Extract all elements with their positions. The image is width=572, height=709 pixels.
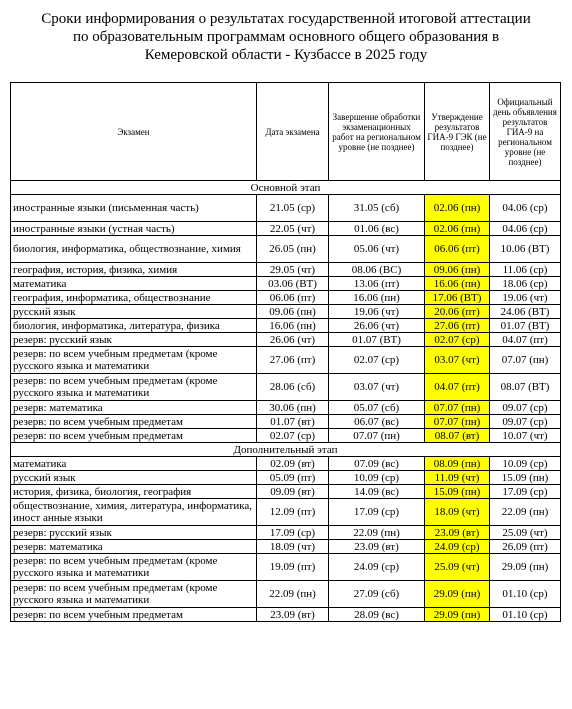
processing-cell: 14.09 (вс) <box>329 485 425 499</box>
date-cell: 29.05 (чт) <box>257 263 329 277</box>
approval-cell: 20.06 (пт) <box>425 305 490 319</box>
announce-cell: 22.09 (пн) <box>490 499 561 526</box>
table-row <box>11 554 561 581</box>
exam-cell: резерв: математика <box>11 401 257 415</box>
date-cell: 01.07 (вт) <box>257 415 329 429</box>
processing-cell: 08.06 (ВС) <box>329 263 425 277</box>
schedule-table <box>10 82 561 622</box>
processing-cell: 16.06 (пн) <box>329 291 425 305</box>
date-cell: 21.05 (ср) <box>257 195 329 222</box>
table-row <box>11 347 561 374</box>
approval-cell: 29.09 (пн) <box>425 581 490 608</box>
exam-cell: резерв: по всем учебным предметам <box>11 608 257 622</box>
table-row <box>11 222 561 236</box>
approval-cell: 24.09 (ср) <box>425 540 490 554</box>
date-cell: 23.09 (вт) <box>257 608 329 622</box>
announce-cell: 25.09 (чт) <box>490 526 561 540</box>
approval-cell: 08.07 (вт) <box>425 429 490 443</box>
exam-cell: математика <box>11 457 257 471</box>
title-line-3: Кемеровской области - Кузбассе в 2025 году <box>144 47 428 63</box>
exam-cell: история, физика, биология, география <box>11 485 257 499</box>
date-cell: 27.06 (пт) <box>257 347 329 374</box>
header-announce: Официальный день объявления результатов ГИА-9 на региональном уровне (не позднее) <box>490 83 561 181</box>
announce-cell: 29.09 (пн) <box>490 554 561 581</box>
processing-cell: 23.09 (вт) <box>329 540 425 554</box>
date-cell: 16.06 (пн) <box>257 319 329 333</box>
section-row <box>11 181 561 195</box>
processing-cell: 01.07 (ВТ) <box>329 333 425 347</box>
exam-cell: математика <box>11 277 257 291</box>
approval-cell: 07.07 (пн) <box>425 401 490 415</box>
table-row <box>11 471 561 485</box>
table-body <box>11 181 561 622</box>
exam-cell: обществознание, химия, литература, информатика, иност анные языки <box>11 499 257 526</box>
announce-cell: 09.07 (ср) <box>490 401 561 415</box>
header-exam: Экзамен <box>11 83 257 181</box>
approval-cell: 02.06 (пн) <box>425 222 490 236</box>
processing-cell: 31.05 (сб) <box>329 195 425 222</box>
table-row <box>11 236 561 263</box>
exam-cell: резерв: по всем учебным предметам (кроме русского языка и математики <box>11 374 257 401</box>
approval-cell: 03.07 (чт) <box>425 347 490 374</box>
approval-cell: 09.06 (пн) <box>425 263 490 277</box>
date-cell: 09.06 (пн) <box>257 305 329 319</box>
announce-cell: 04.07 (пт) <box>490 333 561 347</box>
announce-cell: 19.06 (чт) <box>490 291 561 305</box>
date-cell: 09.09 (вт) <box>257 485 329 499</box>
date-cell: 02.07 (ср) <box>257 429 329 443</box>
approval-cell: 02.06 (пн) <box>425 195 490 222</box>
processing-cell: 05.06 (чт) <box>329 236 425 263</box>
approval-cell: 04.07 (пт) <box>425 374 490 401</box>
announce-cell: 07.07 (пн) <box>490 347 561 374</box>
document-title <box>0 10 572 64</box>
approval-cell: 06.06 (пт) <box>425 236 490 263</box>
section-row <box>11 443 561 457</box>
announce-cell: 26.09 (пт) <box>490 540 561 554</box>
announce-cell: 04.06 (ср) <box>490 222 561 236</box>
header-row <box>11 83 561 181</box>
table-row <box>11 608 561 622</box>
announce-cell: 01.10 (ср) <box>490 608 561 622</box>
processing-cell: 06.07 (вс) <box>329 415 425 429</box>
section-title: Основной этап <box>11 181 561 195</box>
exam-cell: русский язык <box>11 471 257 485</box>
table-row <box>11 374 561 401</box>
table-row <box>11 485 561 499</box>
table-row <box>11 263 561 277</box>
exam-cell: резерв: по всем учебным предметам (кроме русского языка и математики <box>11 581 257 608</box>
announce-cell: 15.09 (пн) <box>490 471 561 485</box>
processing-cell: 13.06 (пт) <box>329 277 425 291</box>
table-row <box>11 333 561 347</box>
table-row <box>11 195 561 222</box>
approval-cell: 29.09 (пн) <box>425 608 490 622</box>
approval-cell: 25.09 (чт) <box>425 554 490 581</box>
exam-cell: география, история, физика, химия <box>11 263 257 277</box>
exam-cell: резерв: по всем учебным предметам <box>11 429 257 443</box>
date-cell: 05.09 (пт) <box>257 471 329 485</box>
approval-cell: 07.07 (пн) <box>425 415 490 429</box>
processing-cell: 05.07 (сб) <box>329 401 425 415</box>
table-row <box>11 457 561 471</box>
table-row <box>11 581 561 608</box>
date-cell: 12.09 (пт) <box>257 499 329 526</box>
processing-cell: 28.09 (вс) <box>329 608 425 622</box>
table-row <box>11 429 561 443</box>
date-cell: 22.09 (пн) <box>257 581 329 608</box>
processing-cell: 01.06 (вс) <box>329 222 425 236</box>
announce-cell: 18.06 (ср) <box>490 277 561 291</box>
announce-cell: 09.07 (ср) <box>490 415 561 429</box>
date-cell: 19.09 (пт) <box>257 554 329 581</box>
section-title: Дополнительный этап <box>11 443 561 457</box>
processing-cell: 07.09 (вс) <box>329 457 425 471</box>
processing-cell: 07.07 (пн) <box>329 429 425 443</box>
table-row <box>11 401 561 415</box>
header-processing: Завершение обработки экзаменационных работ на региональном уровне (не позднее) <box>329 83 425 181</box>
processing-cell: 02.07 (ср) <box>329 347 425 374</box>
header-date: Дата экзамена <box>257 83 329 181</box>
table-row <box>11 540 561 554</box>
date-cell: 22.05 (чт) <box>257 222 329 236</box>
announce-cell: 17.09 (ср) <box>490 485 561 499</box>
processing-cell: 10.09 (ср) <box>329 471 425 485</box>
approval-cell: 15.09 (пн) <box>425 485 490 499</box>
processing-cell: 03.07 (чт) <box>329 374 425 401</box>
header-approval: Утверждение результатов ГИА-9 ГЭК (не позднее) <box>425 83 490 181</box>
date-cell: 26.05 (пн) <box>257 236 329 263</box>
announce-cell: 04.06 (ср) <box>490 195 561 222</box>
exam-cell: резерв: математика <box>11 540 257 554</box>
date-cell: 06.06 (пт) <box>257 291 329 305</box>
exam-cell: география, информатика, обществознание <box>11 291 257 305</box>
processing-cell: 17.09 (ср) <box>329 499 425 526</box>
date-cell: 26.06 (чт) <box>257 333 329 347</box>
approval-cell: 17.06 (ВТ) <box>425 291 490 305</box>
approval-cell: 27.06 (пт) <box>425 319 490 333</box>
table-row <box>11 319 561 333</box>
approval-cell: 18.09 (чт) <box>425 499 490 526</box>
table-row <box>11 291 561 305</box>
exam-cell: иностранные языки (письменная часть) <box>11 195 257 222</box>
table-row <box>11 305 561 319</box>
processing-cell: 27.09 (сб) <box>329 581 425 608</box>
title-line-1: Сроки информирования о результатах государственной итоговой аттестации <box>41 11 531 27</box>
announce-cell: 24.06 (ВТ) <box>490 305 561 319</box>
date-cell: 30.06 (пн) <box>257 401 329 415</box>
exam-cell: биология, информатика, литература, физика <box>11 319 257 333</box>
date-cell: 02.09 (вт) <box>257 457 329 471</box>
processing-cell: 22.09 (пн) <box>329 526 425 540</box>
date-cell: 28.06 (сб) <box>257 374 329 401</box>
announce-cell: 11.06 (ср) <box>490 263 561 277</box>
processing-cell: 19.06 (чт) <box>329 305 425 319</box>
approval-cell: 02.07 (ср) <box>425 333 490 347</box>
processing-cell: 26.06 (чт) <box>329 319 425 333</box>
announce-cell: 01.07 (ВТ) <box>490 319 561 333</box>
exam-cell: резерв: по всем учебным предметам (кроме русского языка и математики <box>11 347 257 374</box>
date-cell: 17.09 (ср) <box>257 526 329 540</box>
exam-cell: резерв: по всем учебным предметам <box>11 415 257 429</box>
announce-cell: 10.06 (ВТ) <box>490 236 561 263</box>
approval-cell: 08.09 (пн) <box>425 457 490 471</box>
announce-cell: 08.07 (ВТ) <box>490 374 561 401</box>
approval-cell: 11.09 (чт) <box>425 471 490 485</box>
announce-cell: 10.09 (ср) <box>490 457 561 471</box>
table-row <box>11 277 561 291</box>
exam-cell: резерв: русский язык <box>11 333 257 347</box>
exam-cell: биология, информатика, обществознание, химия <box>11 236 257 263</box>
exam-cell: русский язык <box>11 305 257 319</box>
exam-cell: резерв: по всем учебным предметам (кроме русского языка и математики <box>11 554 257 581</box>
announce-cell: 10.07 (чт) <box>490 429 561 443</box>
announce-cell: 01.10 (ср) <box>490 581 561 608</box>
table-row <box>11 415 561 429</box>
table-row <box>11 526 561 540</box>
title-line-2: по образовательным программам основного общего образования в <box>72 29 500 45</box>
approval-cell: 23.09 (вт) <box>425 526 490 540</box>
table-row <box>11 499 561 526</box>
approval-cell: 16.06 (пн) <box>425 277 490 291</box>
exam-cell: резерв: русский язык <box>11 526 257 540</box>
exam-cell: иностранные языки (устная часть) <box>11 222 257 236</box>
processing-cell: 24.09 (ср) <box>329 554 425 581</box>
date-cell: 03.06 (ВТ) <box>257 277 329 291</box>
date-cell: 18.09 (чт) <box>257 540 329 554</box>
